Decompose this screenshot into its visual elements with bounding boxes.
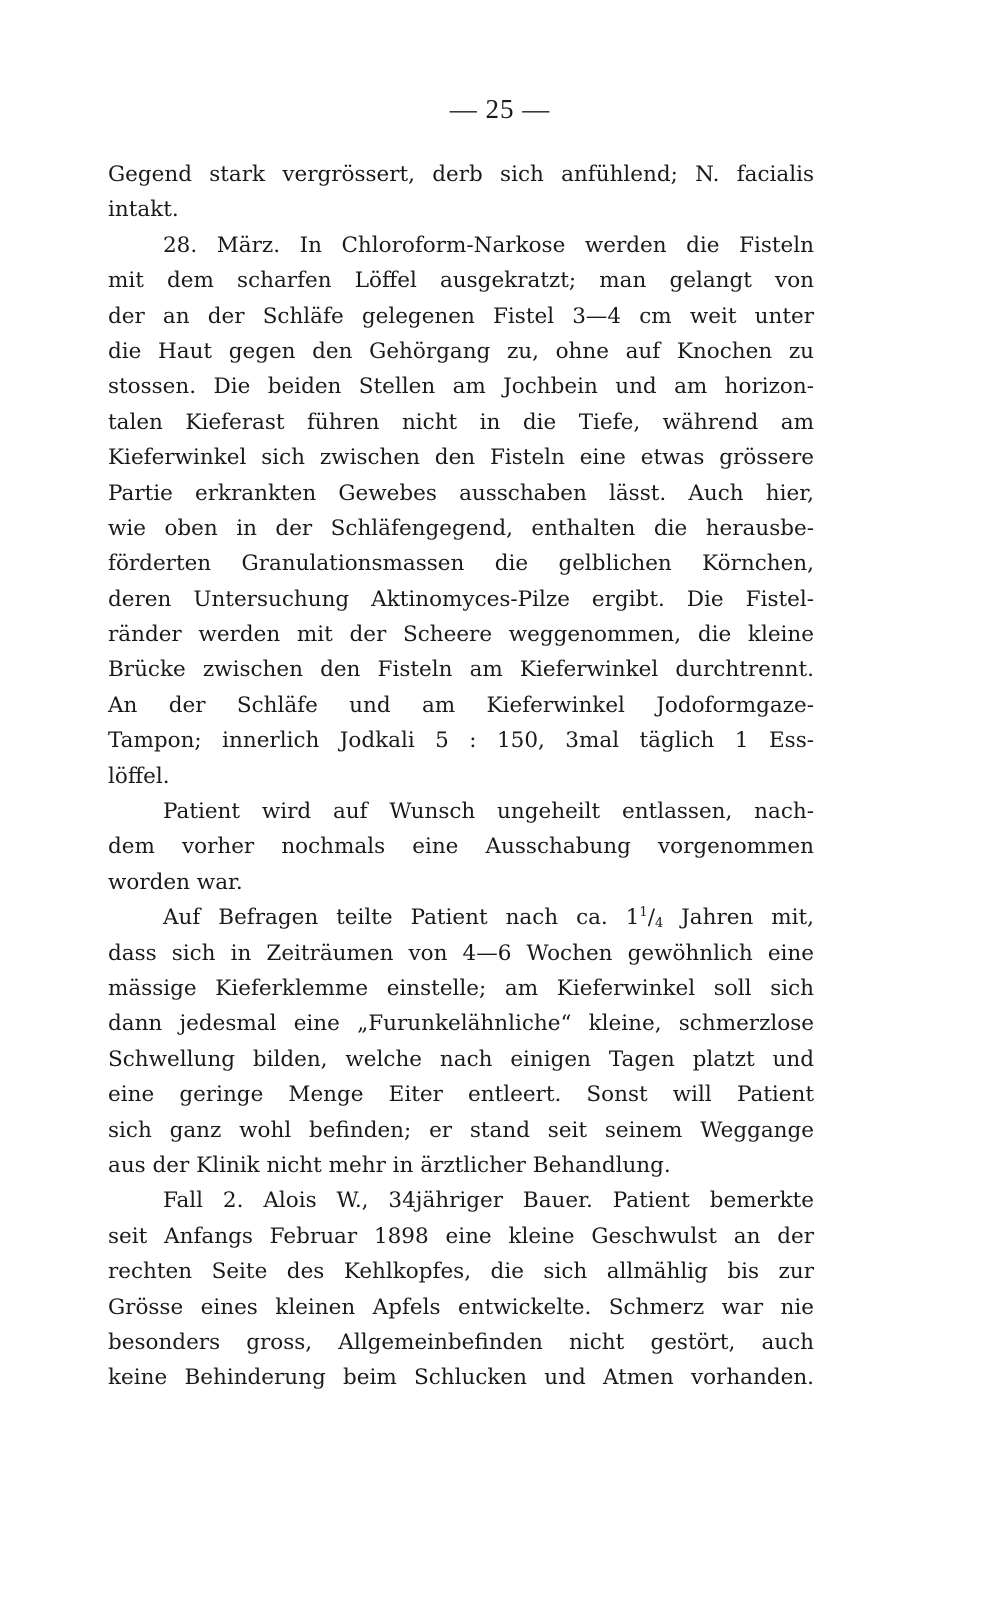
- text-line: eine geringe Menge Eiter entleert. Sonst will Patient: [108, 1082, 814, 1108]
- text-line: wie oben in der Schläfengegend, enthalten die herausbe-: [108, 515, 814, 541]
- text-line: mässige Kieferklemme einstelle; am Kieferwinkel soll sich: [108, 975, 814, 1001]
- text-line: förderten Granulationsmassen die gelblichen Körnchen,: [108, 551, 814, 577]
- text-line: seit Anfangs Februar 1898 eine kleine Geschwulst an der: [108, 1223, 814, 1249]
- text-line: stossen. Die beiden Stellen am Jochbein und am horizon-: [108, 374, 814, 400]
- text-line: intakt.: [108, 197, 179, 223]
- text-segment: Jahren mit,: [663, 905, 814, 931]
- text-segment: Auf Befragen teilte Patient nach ca.: [163, 905, 608, 931]
- text-line: der an der Schläfe gelegenen Fistel 3—4 cm weit unter: [108, 303, 814, 329]
- text-line: Gegend stark vergrössert, derb sich anfühlend; N. facialis: [108, 162, 814, 187]
- fraction-denominator: 4: [654, 916, 664, 932]
- text-line: Schwellung bilden, welche nach einigen Tagen platzt und: [108, 1046, 814, 1072]
- page-number: — 25 —: [449, 94, 551, 124]
- text-line: aus der Klinik nicht mehr in ärztlicher Behandlung.: [108, 1152, 671, 1178]
- text-line: dass sich in Zeiträumen von 4—6 Wochen gewöhnlich eine: [108, 940, 814, 966]
- text-line: dann jedesmal eine „Furunkelähnliche“ kleine, schmerzlose: [108, 1011, 814, 1037]
- text-line: 28. März. In Chloroform-Narkose werden die Fisteln: [163, 232, 814, 258]
- text-line: rechten Seite des Kehlkopfes, die sich allmählig bis zur: [108, 1259, 814, 1285]
- text-line: Brücke zwischen den Fisteln am Kieferwinkel durchtrennt.: [108, 657, 814, 683]
- text-line: keine Behinderung beim Schlucken und Atmen vorhanden.: [108, 1365, 814, 1391]
- text-line: talen Kieferast führen nicht in die Tiefe, während am: [108, 409, 814, 435]
- text-line: Partie erkrankten Gewebes ausschaben lässt. Auch hier,: [108, 480, 814, 506]
- text-line: Patient wird auf Wunsch ungeheilt entlassen, nach-: [163, 799, 814, 825]
- text-line: ränder werden mit der Scheere weggenommen, die kleine: [108, 622, 814, 648]
- text-line: Fall 2. Alois W., 34jähriger Bauer. Patient bemerkte: [163, 1188, 814, 1214]
- text-line: mit dem scharfen Löffel ausgekratzt; man gelangt von: [108, 268, 814, 294]
- text-line: Tampon; innerlich Jodkali 5 : 150, 3mal täglich 1 Ess-: [108, 728, 814, 754]
- text-line: Grösse eines kleinen Apfels entwickelte. Schmerz war nie: [108, 1294, 814, 1320]
- fraction-whole: 1: [625, 905, 640, 931]
- text-line: dem vorher nochmals eine Ausschabung vorgenommen: [108, 834, 814, 860]
- text-line: sich ganz wohl befinden; er stand seit seinem Weggange: [108, 1117, 814, 1143]
- fraction-numerator: 1: [639, 905, 648, 921]
- text-line: die Haut gegen den Gehörgang zu, ohne auf Knochen zu: [108, 338, 814, 364]
- text-line: An der Schläfe und am Kieferwinkel Jodoformgaze-: [108, 692, 814, 718]
- body-text: [108, 157, 814, 1396]
- text-line: Kieferwinkel sich zwischen den Fisteln eine etwas grössere: [108, 445, 814, 471]
- text-line: worden war.: [108, 869, 243, 895]
- text-line-with-fraction: Auf Befragen teilte Patient nach ca. $1^1/_4$ Jahren mit,: [163, 905, 814, 932]
- text-line: deren Untersuchung Aktinomyces-Pilze ergibt. Die Fistel-: [108, 586, 814, 612]
- text-line: löffel.: [108, 763, 170, 789]
- text-line: besonders gross, Allgemeinbefinden nicht gestört, auch: [108, 1329, 814, 1355]
